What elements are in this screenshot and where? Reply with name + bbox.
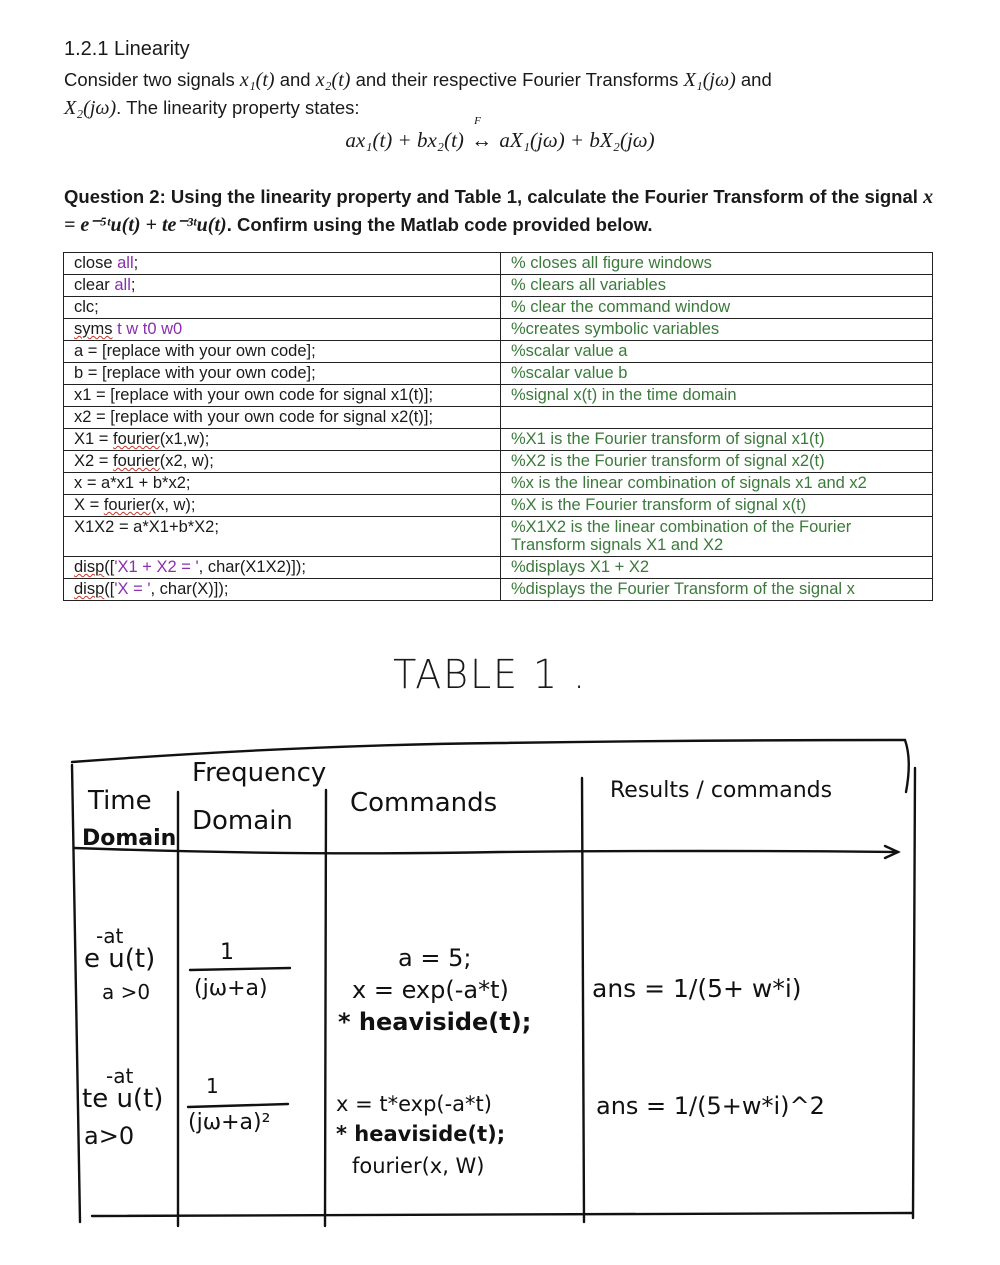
intro-text-d: and xyxy=(735,69,772,90)
code-row xyxy=(64,429,933,451)
equation-rhs: aX₁(jω) + bX₂(jω) xyxy=(499,128,655,152)
code-row xyxy=(64,319,933,341)
code-row xyxy=(64,341,933,363)
freq-fraction-bar-1 xyxy=(190,968,290,970)
comment-cell: % closes all figure windows xyxy=(501,253,933,275)
row1-result: ans = 1/(5+ w*i) xyxy=(592,974,802,1003)
header-frequency: Frequency xyxy=(192,758,327,788)
table1-header-line xyxy=(74,848,898,853)
code-row xyxy=(64,275,933,297)
row2-time-condition: a>0 xyxy=(84,1122,135,1150)
row1-time-signal: e u(t) xyxy=(84,944,156,974)
code-cell: X1 = fourier(x1,w); xyxy=(64,429,501,451)
row2-time-signal: te u(t) xyxy=(82,1084,164,1114)
code-cell: a = [replace with your own code]; xyxy=(64,341,501,363)
code-cell: X = fourier(x, w); xyxy=(64,495,501,517)
section-title: 1.2.1 Linearity xyxy=(64,38,190,60)
code-cell: x = a*x1 + b*x2; xyxy=(64,473,501,495)
code-cell: X2 = fourier(x2, w); xyxy=(64,451,501,473)
code-row xyxy=(64,473,933,495)
code-cell: X1X2 = a*X1+b*X2; xyxy=(64,517,501,557)
row1-cmd-line1: a = 5; xyxy=(398,944,472,972)
question-signal: x = e⁻⁵ᵗu(t) + te⁻³ᵗu(t) xyxy=(64,186,934,236)
header-results: Results / commands xyxy=(610,778,833,803)
code-row xyxy=(64,557,933,579)
comment-cell xyxy=(501,407,933,429)
row1-cmd-line3: * heaviside(t); xyxy=(338,1008,532,1036)
question-text-a: Question 2: Using the linearity property and Table 1, calculate the Fourier Transform of the signal xyxy=(64,186,924,207)
code-row xyxy=(64,517,933,557)
transform-X1: X₁(jω) xyxy=(683,69,736,91)
code-row xyxy=(64,451,933,473)
intro-text-a: Consider two signals xyxy=(64,69,240,90)
code-row xyxy=(64,363,933,385)
table1-col-line-3 xyxy=(582,778,584,1222)
table1-col-line-2 xyxy=(325,790,326,1226)
intro-paragraph xyxy=(64,66,944,122)
code-cell: b = [replace with your own code]; xyxy=(64,363,501,385)
question-2 xyxy=(64,183,944,239)
row1-freq-denominator: (jω+a) xyxy=(194,976,268,1001)
header-time: Time xyxy=(88,786,152,816)
comment-cell: % clears all variables xyxy=(501,275,933,297)
table1-right-border xyxy=(913,768,915,1218)
row1-time-exponent: -at xyxy=(96,924,124,948)
code-cell: x1 = [replace with your own code for signal x1(t)]; xyxy=(64,385,501,407)
comment-cell: % clear the command window xyxy=(501,297,933,319)
comment-cell: %X2 is the Fourier transform of signal x2(t) xyxy=(501,451,933,473)
code-row xyxy=(64,407,933,429)
intro-text-b: and xyxy=(274,69,316,90)
code-cell: clc; xyxy=(64,297,501,319)
question-text-b: . Confirm using the Matlab code provided below. xyxy=(226,214,653,235)
comment-cell: %scalar value b xyxy=(501,363,933,385)
row1-cmd-line2: x = exp(-a*t) xyxy=(352,976,509,1004)
code-cell: clear all; xyxy=(64,275,501,297)
comment-cell: %displays the Fourier Transform of the signal x xyxy=(501,579,933,601)
row2-freq-numerator: 1 xyxy=(206,1074,219,1098)
linearity-equation xyxy=(0,115,1000,153)
signal-x2: x₂(t) xyxy=(315,69,351,91)
table1-left-border xyxy=(72,765,80,1222)
code-cell: syms t w t0 w0 xyxy=(64,319,501,341)
header-frequency-domain: Domain xyxy=(192,806,293,836)
fourier-pair-arrow: F ↔ xyxy=(471,115,493,152)
table1-bottom-line xyxy=(92,1213,912,1216)
row2-freq-denominator: (jω+a)² xyxy=(188,1110,271,1135)
comment-cell: %creates symbolic variables xyxy=(501,319,933,341)
comment-cell: %x is the linear combination of signals x1 and x2 xyxy=(501,473,933,495)
comment-cell: %signal x(t) in the time domain xyxy=(501,385,933,407)
row2-cmd-line2: * heaviside(t); xyxy=(336,1122,506,1146)
row2-result: ans = 1/(5+w*i)^2 xyxy=(596,1092,825,1120)
equation-lhs: ax₁(t) + bx₂(t) xyxy=(345,128,464,152)
code-cell: disp(['X = ', char(X)]); xyxy=(64,579,501,601)
code-row xyxy=(64,579,933,601)
comment-cell: %X1 is the Fourier transform of signal x1(t) xyxy=(501,429,933,451)
arrow-label: F xyxy=(474,115,481,127)
freq-fraction-bar-2 xyxy=(188,1104,288,1107)
row2-cmd-line3: fourier(x, W) xyxy=(352,1154,485,1178)
row2-time-exponent: -at xyxy=(106,1064,134,1088)
row2-cmd-line1: x = t*exp(-a*t) xyxy=(336,1092,492,1116)
code-cell: disp(['X1 + X2 = ', char(X1X2)]); xyxy=(64,557,501,579)
code-row xyxy=(64,385,933,407)
signal-x1: x₁(t) xyxy=(239,69,275,91)
header-commands: Commands xyxy=(350,788,498,818)
intro-text-e: . The linearity property states: xyxy=(116,97,360,118)
code-cell: x2 = [replace with your own code for signal x2(t)]; xyxy=(64,407,501,429)
code-table-body xyxy=(64,253,933,601)
code-cell: close all; xyxy=(64,253,501,275)
row1-freq-numerator: 1 xyxy=(220,940,234,965)
comment-cell: %scalar value a xyxy=(501,341,933,363)
code-row xyxy=(64,495,933,517)
matlab-code-table xyxy=(63,252,933,601)
code-row xyxy=(64,253,933,275)
row1-time-condition: a >0 xyxy=(102,980,151,1004)
comment-cell: %displays X1 + X2 xyxy=(501,557,933,579)
intro-text-c: and their respective Fourier Transforms xyxy=(350,69,684,90)
header-time-domain: Domain xyxy=(82,826,177,851)
comment-cell: %X is the Fourier transform of signal x(t) xyxy=(501,495,933,517)
comment-cell: %X1X2 is the linear combination of the Fourier Transform signals X1 and X2 xyxy=(501,517,933,557)
transform-X2: X₂(jω) xyxy=(64,97,117,119)
table1-header-arrow xyxy=(885,846,898,858)
table1-caption: TABLE 1 . xyxy=(393,652,587,698)
code-row xyxy=(64,297,933,319)
